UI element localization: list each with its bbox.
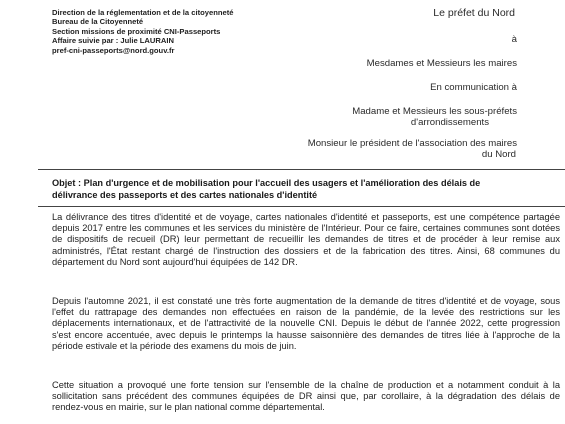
addressee-president: Monsieur le président de l'association des maires: [307, 138, 517, 149]
addressee-subprefects-2: d'arrondissements: [410, 117, 489, 128]
addressee-subprefects: Madame et Messieurs les sous-préfets: [352, 106, 517, 117]
sender-email: pref-cni-passeports@nord.gouv.fr: [52, 45, 175, 55]
subject-line-1: Objet : Plan d'urgence et de mobilisation pour l'accueil des usagers et l'amélioration des délais de: [52, 178, 481, 188]
sender-direction: Direction de la réglementation et de la citoyenneté: [52, 8, 234, 17]
subject-line-2: délivrance des passeports et des cartes nationales d'identité: [52, 189, 318, 200]
in-communication-label: En communication à: [430, 82, 517, 93]
body-paragraph-2: Depuis l'automne 2021, il est constaté une très forte augmentation de la demande de titres d'identité et de voyage, sous l'effet du rattrapage des demandes non effectuées en raison de la pandémie, de la levée des restrictions sur les déplacements internationaux, et de l'attractivité de la nouvelle CNI. Depuis le début de l'année 2022, cette progression s'est encore accentuée, avec depuis le printemps la hausse saisonnière des demandes de titres liée à l'approche de la période estivale et la période des examens du mois de juin.: [52, 296, 560, 351]
to-word: à: [511, 34, 517, 45]
divider-top: [38, 169, 565, 170]
addressee-mayors: Mesdames et Messieurs les maires: [366, 58, 517, 69]
sender-bureau: Bureau de la Citoyenneté: [52, 17, 144, 27]
author-line: Le préfet du Nord: [433, 7, 515, 19]
divider-bottom: [38, 206, 565, 207]
addressee-president-2: du Nord: [481, 149, 516, 160]
sender-block: [52, 8, 292, 55]
body-paragraph-3: Cette situation a provoqué une forte tension sur l'ensemble de la chaîne de production et a notamment conduit à la sollicitation sans précédent des communes équipées de DR ainsi que, par corollaire, à la dégradation des délais de rendez-vous en mairie, sur le plan national comme départemental.: [52, 380, 560, 413]
sender-section: Section missions de proximité CNI-Passeports: [52, 26, 221, 36]
sender-case-officer: Affaire suivie par : Julie LAURAIN: [52, 36, 174, 46]
body-paragraph-1: La délivrance des titres d'identité et de voyage, cartes nationales d'identité et passeports, est une compétence partagée depuis 2017 entre les communes et les services du ministère de l'Intérieur. Pour ce faire, certaines communes sont dotées de dispositifs de recueil (DR) leur permettant de recueillir les demandes de titres et de procéder à leur remise aux administrés, l'État restant chargé de l'instruction des dossiers et de la fabrication des titres. Ainsi, 68 communes du département du Nord sont aujourd'hui équipées de 142 DR.: [52, 212, 560, 267]
subject-line: [52, 178, 560, 201]
